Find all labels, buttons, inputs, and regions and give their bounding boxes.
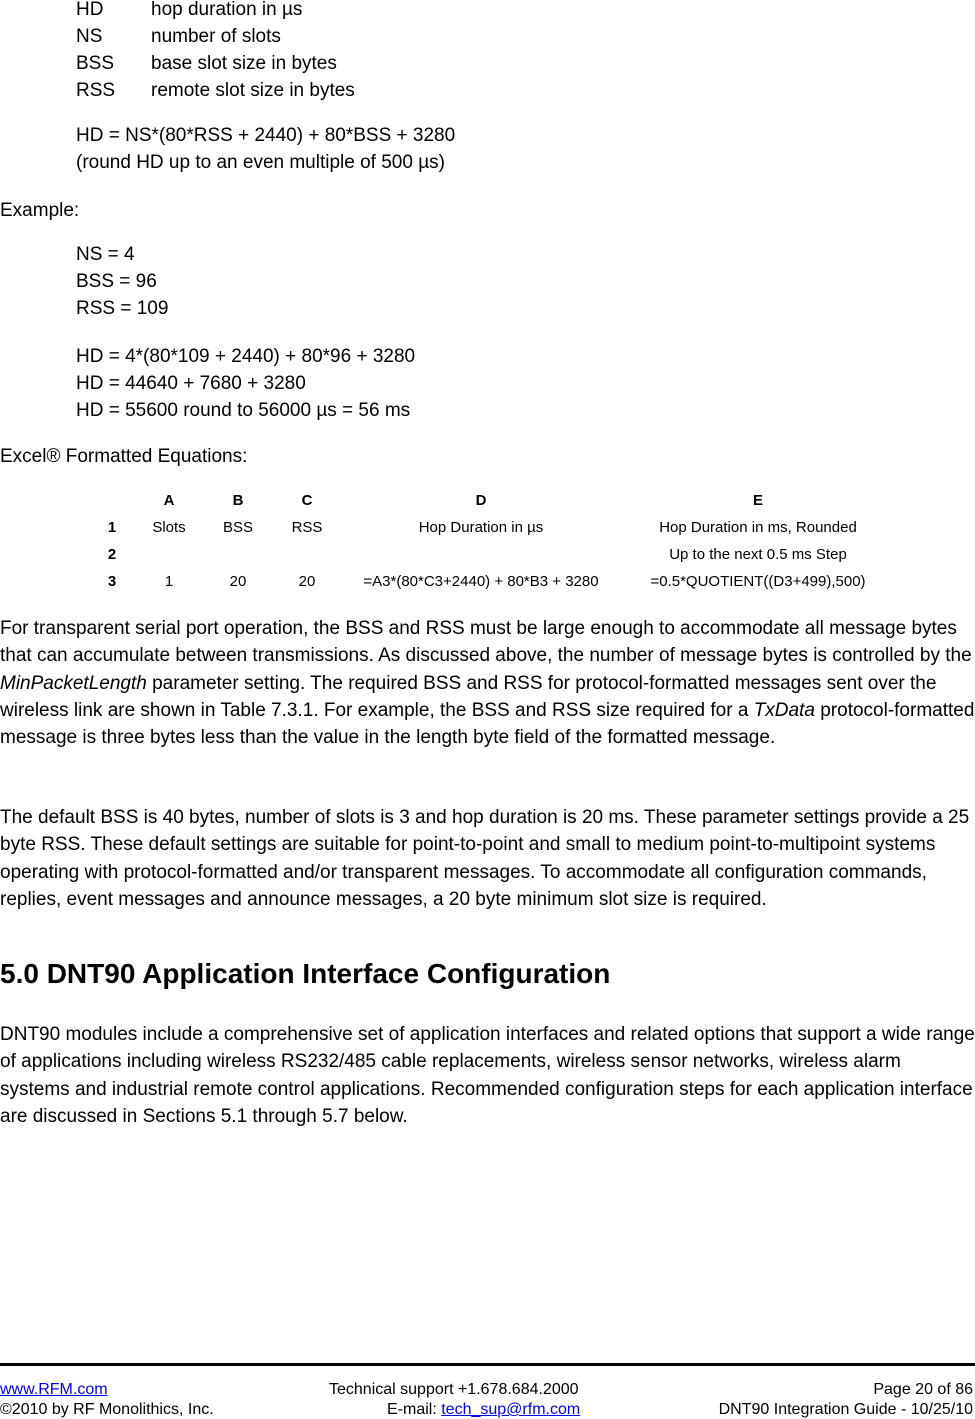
table-header-cell: A [163, 492, 175, 509]
formula-line-1: HD = NS*(80*RSS + 2440) + 80*BSS + 3280 [76, 125, 456, 146]
table-cell: =0.5*QUOTIENT((D3+499),500) [650, 573, 866, 590]
excel-table [92, 487, 898, 595]
table-header-cell: E [752, 492, 763, 509]
website-link[interactable]: www.RFM.com [0, 1381, 108, 1398]
definition-desc: hop duration in µs [151, 0, 303, 20]
parameter-name: MinPacketLength [0, 672, 147, 694]
table-cell: Up to the next 0.5 ms Step [669, 546, 847, 563]
example-label: Example: [0, 200, 80, 221]
table-header-row [92, 487, 898, 514]
email-link[interactable]: tech_sup@rfm.com [441, 1401, 581, 1418]
row-number: 3 [107, 573, 117, 590]
table-row [92, 514, 898, 541]
paragraph-text: The default BSS is 40 bytes, number of slots is 3 and hop duration is 20 ms. These parameter settings provide a 25 byte RSS. These default settings are suitable for point-to-point and small to medium point-to-multipoint systems operating with protocol-formatted and/or transparent messages. To accommodate all configuration commands, replies, event messages and announce messages, a 20 byte minimum slot size is required. [0, 807, 970, 910]
table-cell [132, 541, 206, 568]
example-calc: HD = 4*(80*109 + 2440) + 80*96 + 3280 [76, 346, 416, 367]
table-cell: BSS [222, 519, 253, 536]
paragraph-text: parameter setting. The required BSS and RSS for protocol-formatted messages sent over the wireless link are shown in Table 7.3.1. For example, the BSS and RSS size required for a [0, 672, 937, 721]
example-calc: HD = 55600 round to 56000 µs = 56 ms [76, 400, 411, 421]
table-cell: Slots [152, 519, 186, 536]
table-cell: =A3*(80*C3+2440) + 80*B3 + 3280 [363, 573, 599, 590]
copyright: ©2010 by RF Monolithics, Inc. [0, 1401, 214, 1418]
definition-term: BSS [76, 53, 115, 74]
table-row [92, 541, 898, 568]
paragraph-text: For transparent serial port operation, the BSS and RSS must be large enough to accommodate all message bytes that can accumulate between transmissions. As discussed above, the number of message bytes is controlled by the [0, 618, 972, 667]
definition-desc: base slot size in bytes [151, 53, 337, 74]
guide-title: DNT90 Integration Guide - 10/25/10 [718, 1401, 973, 1418]
example-param: RSS = 109 [76, 298, 169, 319]
definition-desc: number of slots [151, 26, 281, 47]
table-row [92, 568, 898, 595]
table-cell: 1 [164, 573, 174, 590]
excel-label: Excel® Formatted Equations: [0, 446, 248, 467]
table-cell: Hop Duration in µs [418, 519, 544, 536]
email-line [387, 1401, 580, 1419]
section-heading: 5.0 DNT90 Application Interface Configuration [0, 958, 611, 989]
paragraph-text: DNT90 modules include a comprehensive set of application interfaces and related options that support a wide range of applications including wireless RS232/485 cable replacements, wireless sensor networks, wireless alarm systems and industrial remote control applications. Recommended configuration steps for each application interface are discussed in Sections 5.1 through 5.7 below. [0, 1024, 975, 1127]
definition-term: NS [76, 26, 103, 47]
email-label: E-mail: [387, 1401, 442, 1418]
table-cell [206, 541, 270, 568]
paragraph-application-interfaces [0, 1021, 975, 1130]
table-cell: RSS [291, 519, 323, 536]
definition-desc: remote slot size in bytes [151, 80, 355, 101]
table-cell [344, 541, 618, 568]
table-header-cell: C [301, 492, 313, 509]
formula-line-2: (round HD up to an even multiple of 500 µs) [76, 152, 445, 173]
row-number: 1 [107, 519, 117, 536]
example-param: NS = 4 [76, 244, 135, 265]
example-calc: HD = 44640 + 7680 + 3280 [76, 373, 306, 394]
table-cell: 20 [229, 573, 247, 590]
table-cell: Hop Duration in ms, Rounded [659, 519, 857, 536]
table-header-cell [92, 487, 132, 514]
table-header-cell: B [232, 492, 244, 509]
example-param: BSS = 96 [76, 271, 157, 292]
paragraph-default-settings [0, 804, 975, 913]
table-header-cell: D [475, 492, 487, 509]
table-cell: 20 [298, 573, 316, 590]
support-phone: Technical support +1.678.684.2000 [329, 1381, 579, 1398]
page-number: Page 20 of 86 [873, 1381, 973, 1398]
footer-divider [0, 1363, 975, 1366]
row-number: 2 [107, 546, 117, 563]
paragraph-text: protocol-formatted message is three bytes less than the value in the length byte field of the formatted message. [0, 699, 975, 749]
definition-term: HD [76, 0, 104, 20]
paragraph-transparent-operation [0, 615, 975, 751]
table-cell [270, 541, 344, 568]
command-name: TxData [753, 699, 815, 721]
definition-term: RSS [76, 80, 116, 101]
